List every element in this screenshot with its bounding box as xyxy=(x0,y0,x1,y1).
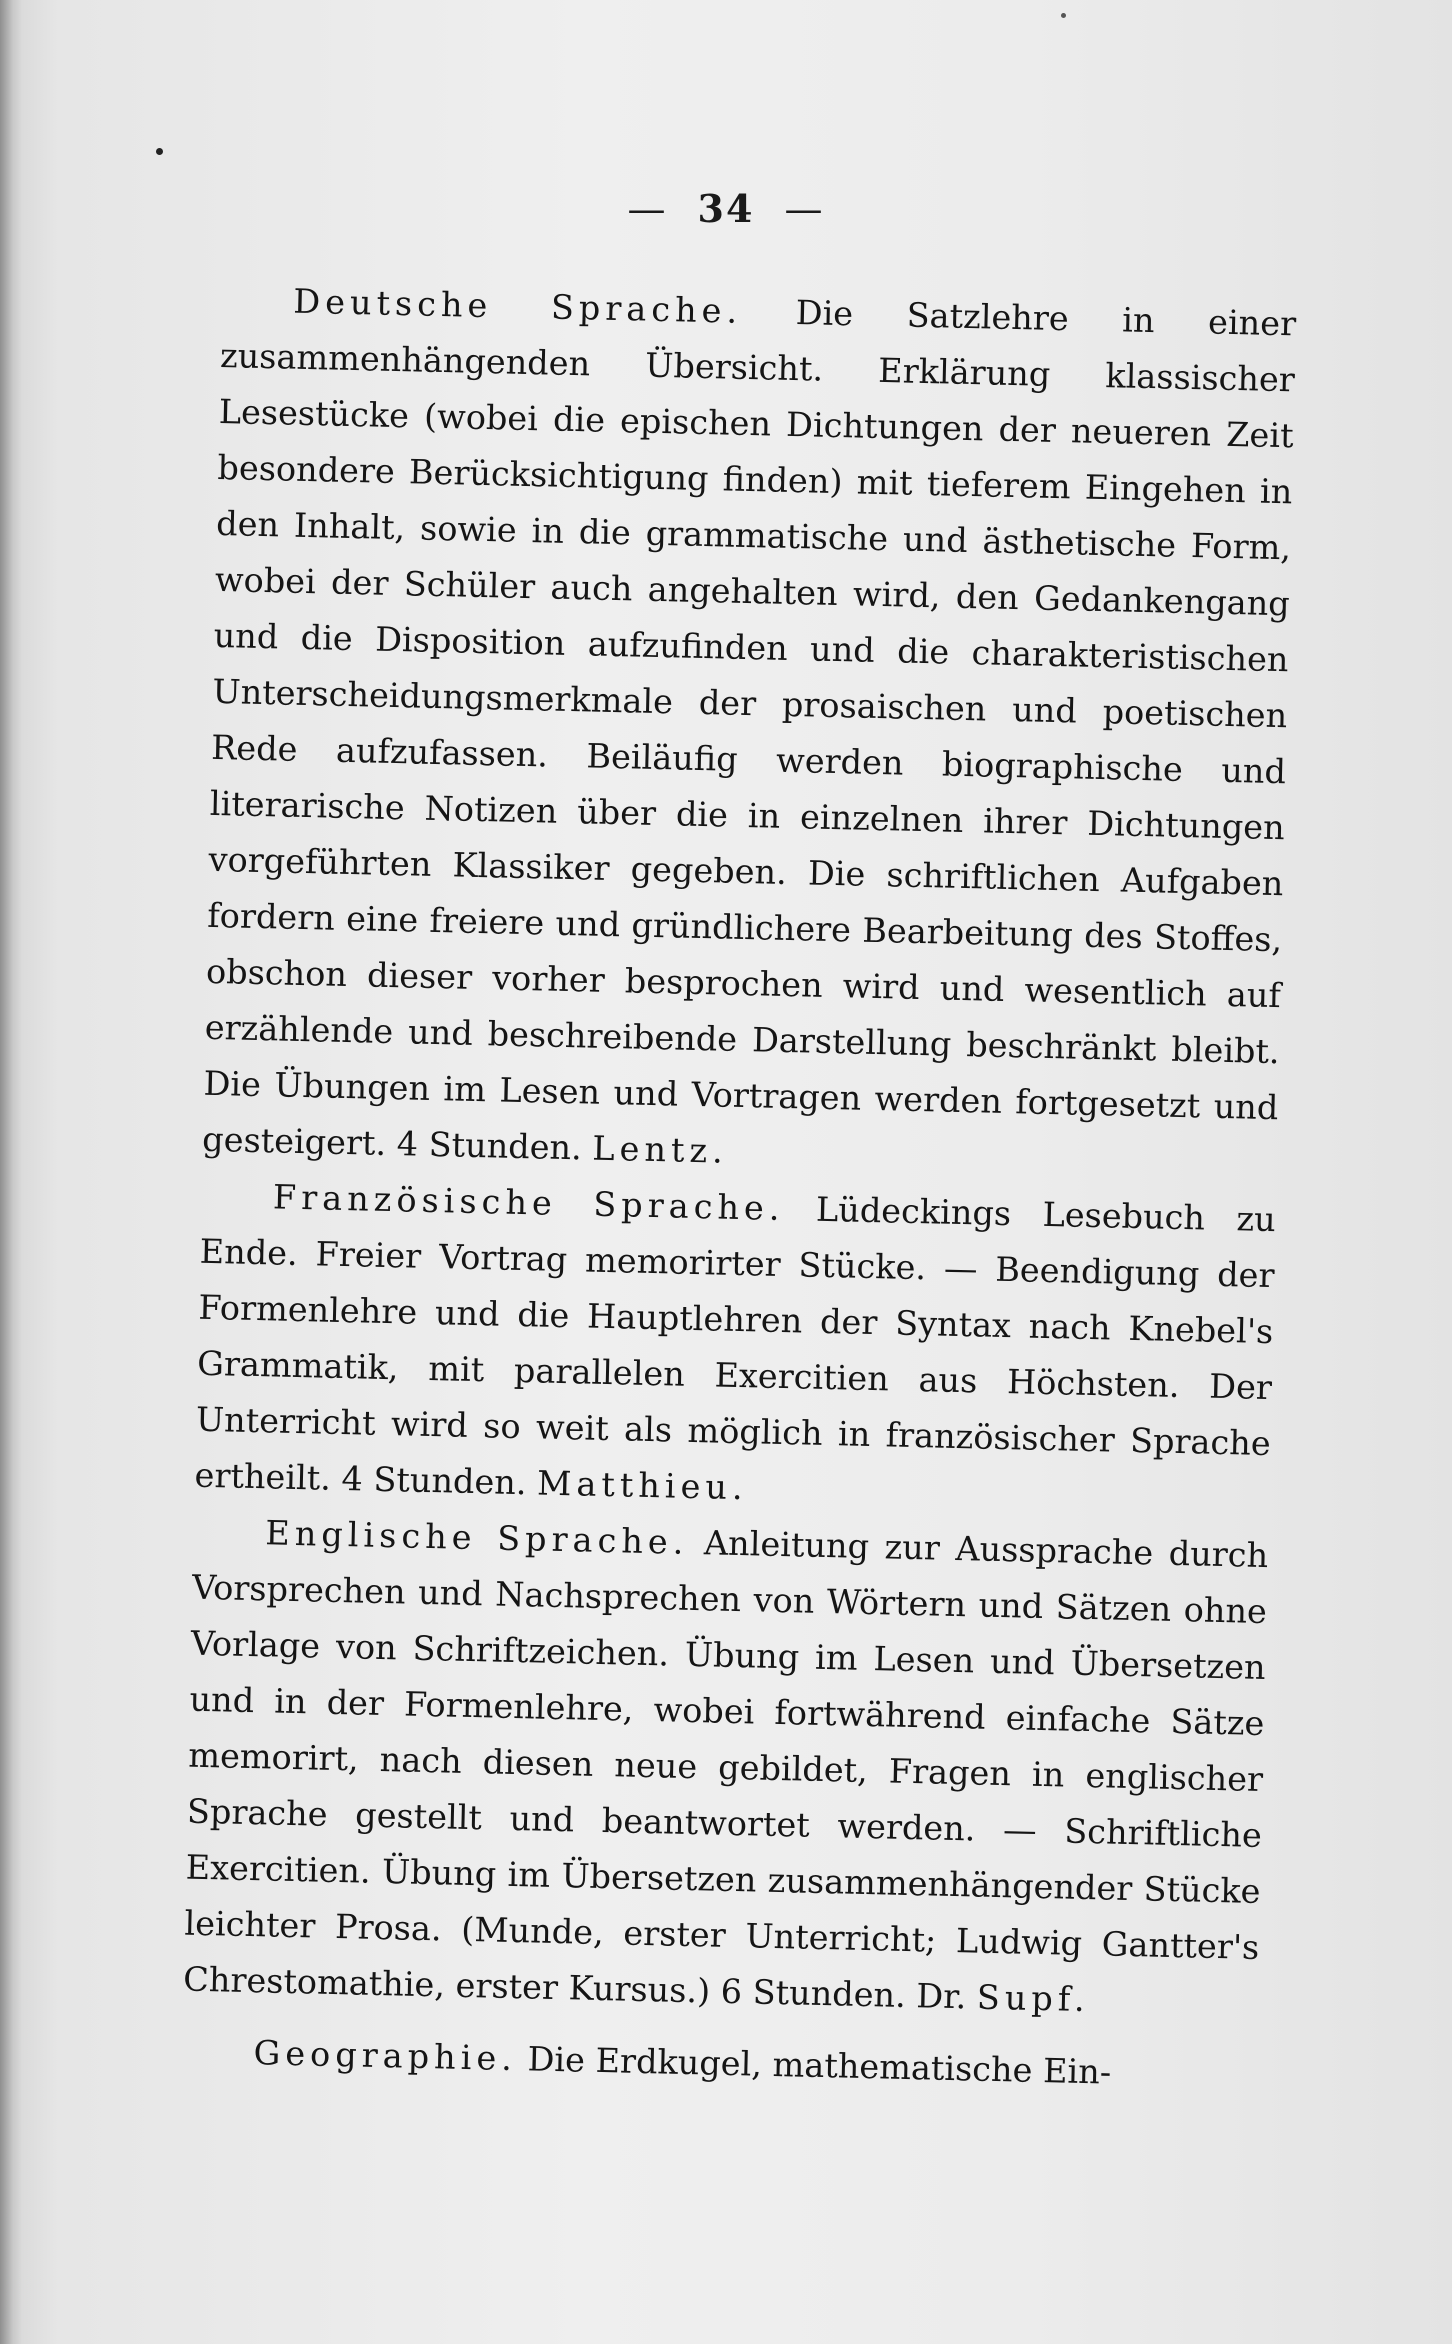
body-text xyxy=(181,272,1297,2104)
paragraph-text: Die Satzlehre in einer zusammenhängenden Übersicht. Erklärung klassischer Lesestücke (wobei die epischen Dichtungen der neueren Zeit besondere Berücksichtigung finden) mit tieferem Eingehen in den Inhalt, sowie in die grammatische und ästhetische Form, wobei der Schüler auch angehalten wird, den Gedankengang und die Disposition aufzufinden und die charakteristischen Unterscheidungsmerkmale der prosaischen und poetischen Rede aufzufassen. Beiläufig werden biographische und literarische Notizen über die in einzelnen ihrer Dichtungen vorgeführten Klassiker gegeben. Die schriftlichen Aufgaben fordern eine freiere und gründlichere Bearbeitung des Stoffes, obschon dieser vorher besprochen wird und wesentlich auf erzählende und beschreibende Darstellung beschränkt bleibt. Die Übungen im Lesen und Vortragen werden fortgesetzt und gesteigert. 4 Stunden. xyxy=(201,291,1297,1168)
paragraph-text: Die Erdkugel, mathematische Ein- xyxy=(516,2039,1112,2092)
ink-speck xyxy=(1061,13,1066,18)
paragraph-text: Anleitung zur Aussprache durch Vorsprechen und Nachsprechen von Wörtern und Sätzen ohne Vorlage von Schriftzeichen. Übung im Lesen und Übersetzen und in der Formenlehre, wobei fortwährend einfache Sätze memorirt, nach diesen neue gebildet, Fragen in englischer Sprache gestellt und beantwortet werden. — Schriftliche Exercitien. Übung im Übersetzen zusammenhängender Stücke leichter Prosa. (Munde, erster Unterricht; Ludwig Gantter's Chrestomathie, erster Kursus.) 6 Stunden. Dr. xyxy=(182,1522,1269,2017)
header-dash-right: — xyxy=(784,187,825,231)
page-header xyxy=(0,186,1452,231)
paragraph-franzoesische-sprache xyxy=(194,1168,1276,1528)
ink-speck xyxy=(156,148,163,155)
paragraph-heading: Französische Sprache. xyxy=(272,1177,785,1228)
paragraph-heading: Englische Sprache. xyxy=(264,1513,689,1562)
paragraph-heading: Deutsche Sprache. xyxy=(292,281,743,331)
page-number: 34 xyxy=(697,186,755,231)
teacher-name: Supf. xyxy=(976,1977,1091,2020)
header-dash-left: — xyxy=(627,187,668,231)
paragraph-heading: Geographie. xyxy=(253,2033,518,2079)
teacher-name: Matthieu. xyxy=(536,1463,749,1508)
paragraph-geographie xyxy=(181,2024,1257,2104)
teacher-name: Lentz. xyxy=(591,1128,729,1171)
paragraph-deutsche-sprache xyxy=(202,272,1297,1192)
paragraph-englische-sprache xyxy=(183,1504,1269,2032)
paragraph-text: Lüdeckings Lesebuch zu Ende. Freier Vortrag memorirter Stücke. — Beendigung der Formenlehre und die Hauptlehren der Syntax nach Knebel's Grammatik, mit parallelen Exercitien aus Höchsten. Der Unterricht wird so weit als möglich in französischer Sprache ertheilt. 4 Stunden. xyxy=(194,1189,1277,1503)
page-gutter-shadow xyxy=(0,0,22,2344)
